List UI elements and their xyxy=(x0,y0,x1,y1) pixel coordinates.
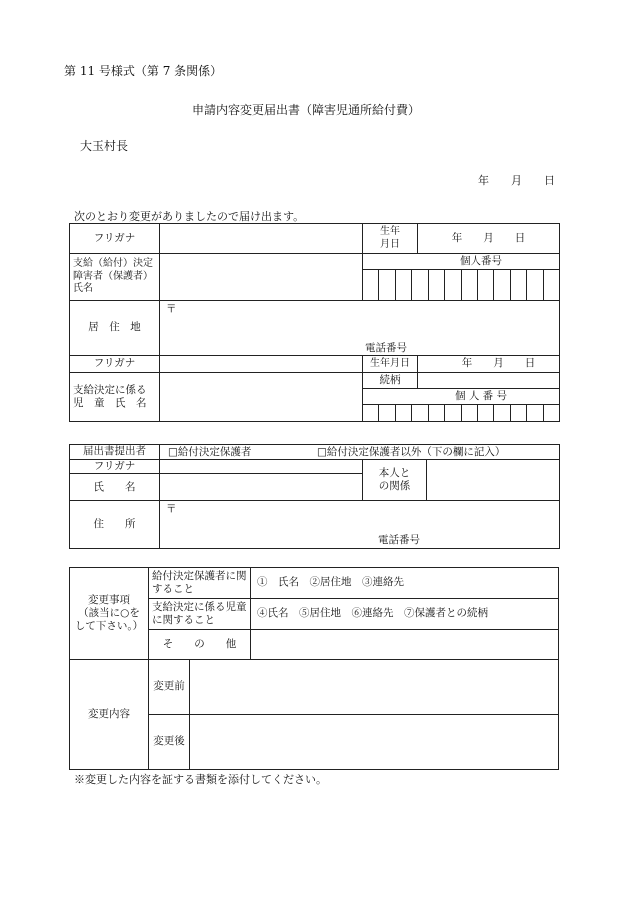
child-change-options[interactable]: ④氏名 ⑤居住地 ⑥連絡先 ⑦保護者との続柄 xyxy=(251,599,559,630)
guardian-name-label: 支給（給付）決定障害者（保護者）氏名 xyxy=(70,254,160,301)
submitter-table xyxy=(69,444,560,549)
child-personal-number-boxes[interactable] xyxy=(363,405,560,422)
after-label: 変更後 xyxy=(149,715,190,770)
option-other[interactable]: □給付決定保護者以外（下の欄に記入） xyxy=(317,446,506,458)
addressee: 大玉村長 xyxy=(80,139,129,153)
child-furigana-field[interactable] xyxy=(160,356,363,373)
form-number: 第 11 号様式（第 7 条関係） xyxy=(64,64,223,78)
guardian-change-options[interactable]: ① 氏名 ②居住地 ③連絡先 xyxy=(251,568,559,599)
birth-label: 生年 月日 xyxy=(363,224,418,254)
postal-mark: 〒 xyxy=(166,303,177,315)
child-furigana-label: フリガナ xyxy=(70,356,160,373)
submission-date[interactable]: 年 月 日 xyxy=(478,174,555,187)
submitter-phone-label: 電話番号 xyxy=(378,534,420,546)
submitter-furigana-field[interactable] xyxy=(160,460,363,474)
relation-label: 本人と の関係 xyxy=(363,460,427,501)
child-birth-label: 生年月日 xyxy=(363,356,418,373)
submitter-address-label: 住 所 xyxy=(70,501,160,549)
address-field[interactable] xyxy=(160,301,560,356)
personal-number-boxes[interactable] xyxy=(363,270,560,301)
guardian-change-label: 給付決定保護者に関すること xyxy=(149,568,251,599)
phone-label: 電話番号 xyxy=(365,341,407,354)
submitter-name-label: 氏 名 xyxy=(70,474,160,501)
other-change-field[interactable] xyxy=(251,630,559,660)
after-field[interactable] xyxy=(190,715,559,770)
address-label: 居 住 地 xyxy=(70,301,160,356)
relation-field[interactable] xyxy=(427,460,560,501)
child-change-label: 支給決定に係る児童に関すること xyxy=(149,599,251,630)
personal-number-label: 個人番号 xyxy=(363,254,560,270)
before-field[interactable] xyxy=(190,660,559,715)
child-name-field[interactable] xyxy=(160,373,363,422)
intro-text: 次のとおり変更がありましたので届け出ます。 xyxy=(74,210,305,223)
submitter-name-field[interactable] xyxy=(160,474,363,501)
furigana-field[interactable] xyxy=(160,224,363,254)
birth-field[interactable]: 年 月 日 xyxy=(418,224,560,254)
applicant-table xyxy=(69,223,560,422)
submitter-address-field[interactable] xyxy=(160,501,560,549)
submitter-furigana-label: フリガナ xyxy=(70,460,160,474)
child-name-label: 支給決定に係る児 童 氏 名 xyxy=(70,373,160,422)
form-title: 申請内容変更届出書（障害児通所給付費） xyxy=(192,103,421,117)
relationship-label: 続柄 xyxy=(363,373,418,389)
child-personal-number-label: 個 人 番 号 xyxy=(363,389,560,405)
furigana-label: フリガナ xyxy=(70,224,160,254)
guardian-name-field[interactable] xyxy=(160,254,363,301)
before-label: 変更前 xyxy=(149,660,190,715)
change-items-label: 変更事項 （該当に○を して下さい。） xyxy=(70,568,149,660)
footnote: ※変更した内容を証する書類を添付してください。 xyxy=(74,773,327,786)
option-guardian[interactable]: □給付決定保護者 xyxy=(168,446,252,458)
change-content-label: 変更内容 xyxy=(70,660,149,770)
submitter-label: 届出書提出者 xyxy=(70,445,160,460)
submitter-postal-mark: 〒 xyxy=(166,503,177,516)
change-table xyxy=(69,567,559,770)
submitter-options xyxy=(160,445,560,460)
child-birth-field[interactable]: 年 月 日 xyxy=(418,356,560,373)
other-change-label: そ の 他 xyxy=(149,630,251,660)
relationship-field[interactable] xyxy=(418,373,560,389)
